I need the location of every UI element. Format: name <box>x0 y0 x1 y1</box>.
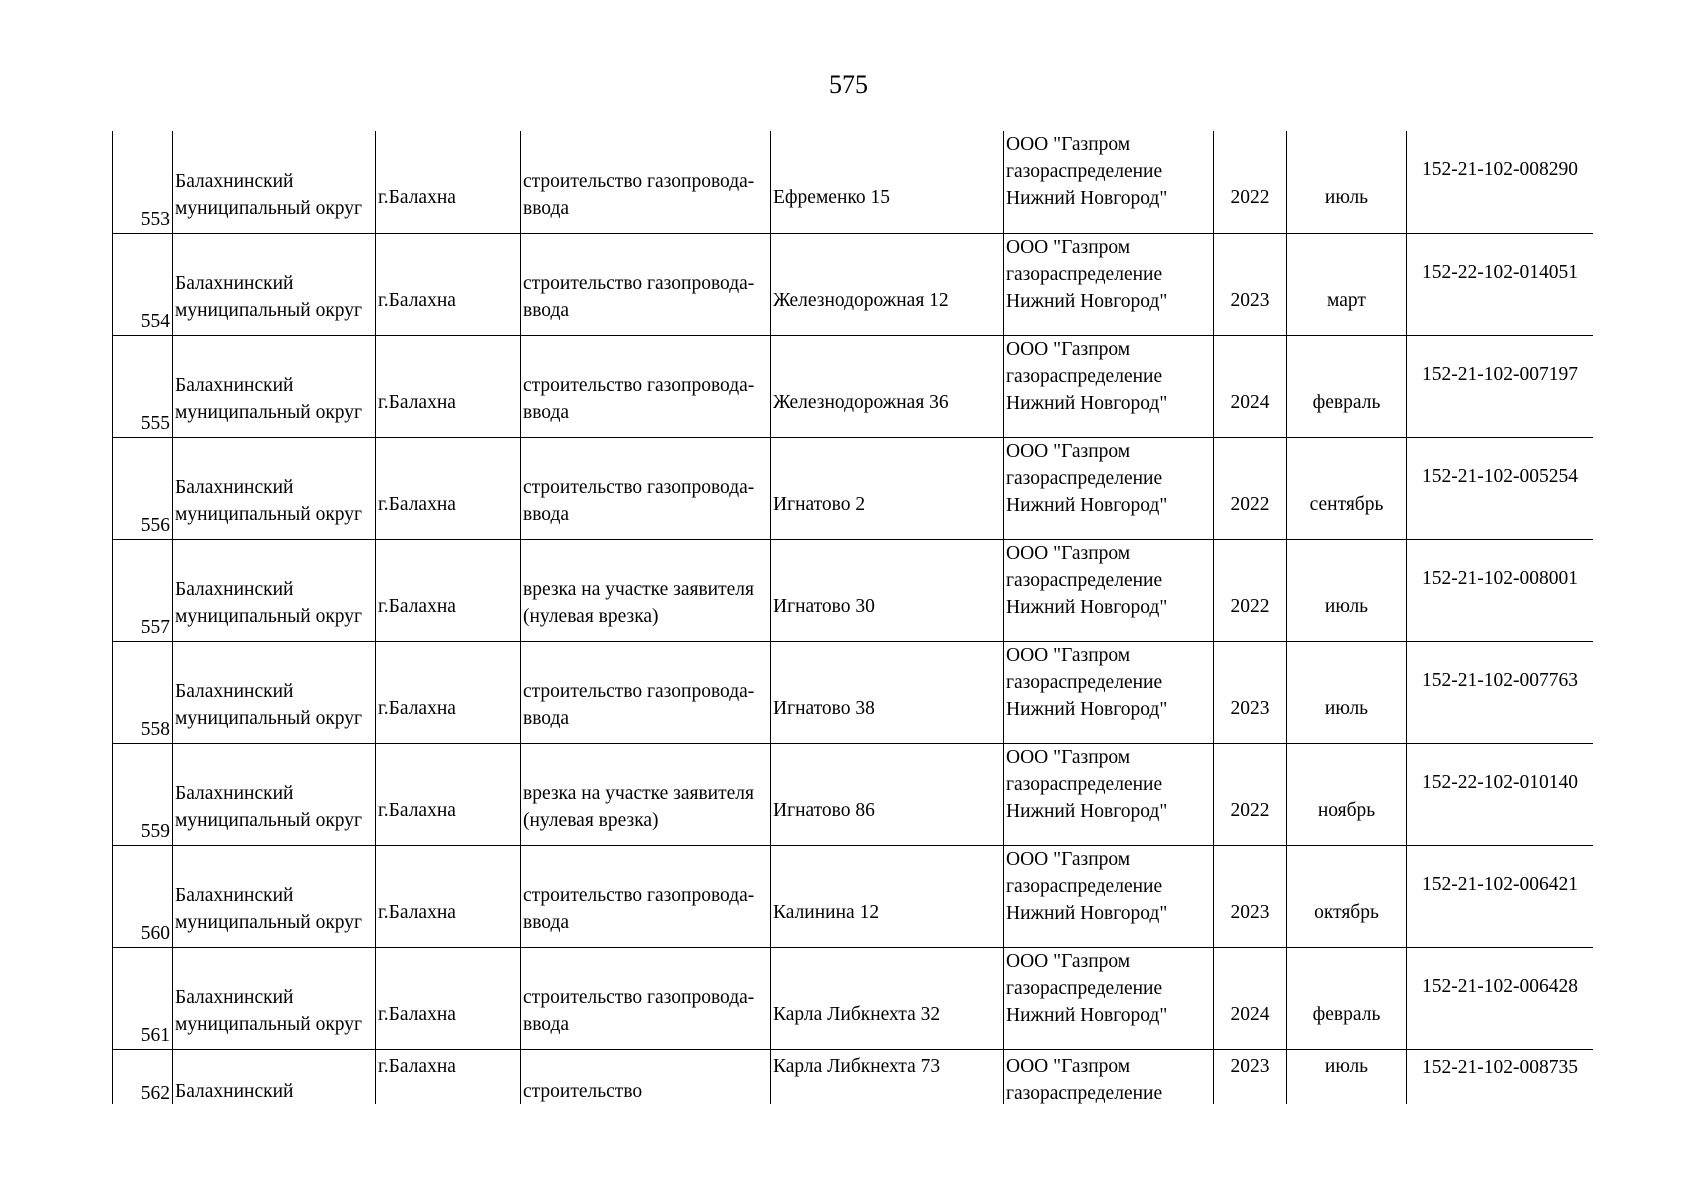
row-number-cell <box>113 947 173 1049</box>
address: Карла Либкнехта 32 <box>773 1003 941 1025</box>
district-name-line1: Балахнинский <box>175 987 294 1008</box>
code-cell <box>1407 131 1594 233</box>
gas-connection-table <box>112 131 1593 1104</box>
address-cell <box>771 131 1004 233</box>
district-name-line2: муниципальный округ <box>175 300 363 321</box>
address-cell <box>771 335 1004 437</box>
operator-line1: ООО "Газпром <box>1006 338 1131 360</box>
city-name: г.Балахна <box>378 391 456 413</box>
district-cell <box>173 947 376 1049</box>
city-cell <box>376 1049 521 1104</box>
address-cell <box>771 539 1004 641</box>
city-cell <box>376 743 521 845</box>
operator-line2: газораспределение <box>1006 161 1163 182</box>
work-type-cell <box>521 437 771 539</box>
operator-line2: газораспределение <box>1006 671 1163 693</box>
row-number: 559 <box>140 820 170 842</box>
table-row <box>113 335 1594 437</box>
operator-line1: ООО "Газпром <box>1006 644 1131 666</box>
year-cell <box>1214 233 1287 335</box>
year: 2023 <box>1230 901 1270 923</box>
district-cell <box>173 845 376 947</box>
address: Игнатово 38 <box>773 697 875 719</box>
city-name: г.Балахна <box>378 901 456 923</box>
row-number-cell <box>113 845 173 947</box>
city-cell <box>376 947 521 1049</box>
work-type-cell <box>521 743 771 845</box>
operator-line2: газораспределение <box>1006 1082 1163 1104</box>
district-name-line2: муниципальный округ <box>175 402 363 423</box>
application-code: 152-21-102-005254 <box>1422 465 1578 487</box>
table-row <box>113 539 1594 641</box>
address: Карла Либкнехта 73 <box>773 1055 941 1077</box>
application-code: 152-22-102-010140 <box>1422 771 1578 793</box>
city-name: г.Балахна <box>378 595 456 617</box>
operator-line3: Нижний Новгород" <box>1006 494 1168 516</box>
month: июль <box>1324 595 1369 617</box>
work-type-line1: строительство газопровода- <box>523 273 755 294</box>
year-cell <box>1214 437 1287 539</box>
city-cell <box>376 641 521 743</box>
district-name-line2: муниципальный округ <box>175 197 363 219</box>
district-cell <box>173 233 376 335</box>
city-name: г.Балахна <box>378 493 456 515</box>
application-code: 152-21-102-008001 <box>1422 567 1578 589</box>
operator-cell <box>1004 1049 1214 1104</box>
city-cell <box>376 335 521 437</box>
year: 2022 <box>1230 799 1270 821</box>
address: Игнатово 2 <box>773 493 866 515</box>
year: 2023 <box>1230 697 1270 719</box>
operator-cell <box>1004 437 1214 539</box>
district-cell <box>173 335 376 437</box>
operator-line3: Нижний Новгород" <box>1006 1004 1168 1026</box>
work-type-line2: ввода <box>523 300 570 321</box>
work-type-line1: врезка на участке заявителя <box>523 783 754 804</box>
city-cell <box>376 437 521 539</box>
row-number: 562 <box>140 1082 170 1104</box>
city-cell <box>376 845 521 947</box>
city-name: г.Балахна <box>378 799 456 821</box>
year: 2022 <box>1230 187 1270 208</box>
work-type-line2: ввода <box>523 402 570 423</box>
application-code: 152-22-102-014051 <box>1422 261 1578 283</box>
application-code: 152-21-102-007197 <box>1422 363 1578 385</box>
district-cell <box>173 743 376 845</box>
application-code: 152-21-102-006428 <box>1422 975 1578 997</box>
month-cell <box>1287 743 1407 845</box>
work-type-line2: (нулевая врезка) <box>523 606 659 627</box>
month: июль <box>1324 187 1369 208</box>
table-row <box>113 845 1594 947</box>
city-cell <box>376 131 521 233</box>
address-cell <box>771 845 1004 947</box>
operator-line2: газораспределение <box>1006 773 1163 795</box>
month: июль <box>1324 1055 1369 1077</box>
row-number-cell <box>113 335 173 437</box>
year: 2022 <box>1230 595 1270 617</box>
operator-line1: ООО "Газпром <box>1006 440 1131 462</box>
address: Игнатово 30 <box>773 595 875 617</box>
work-type-line1: строительство газопровода- <box>523 681 755 702</box>
month-cell <box>1287 437 1407 539</box>
district-name-line1: Балахнинский <box>175 170 294 192</box>
city-cell <box>376 233 521 335</box>
address-cell <box>771 641 1004 743</box>
district-name-line2: муниципальный округ <box>175 708 363 729</box>
row-number: 556 <box>140 514 170 536</box>
year: 2024 <box>1230 1003 1270 1025</box>
application-code: 152-21-102-008290 <box>1422 159 1578 180</box>
year: 2023 <box>1230 1055 1270 1077</box>
year-cell <box>1214 131 1287 233</box>
month: ноябрь <box>1317 799 1376 821</box>
operator-line2: газораспределение <box>1006 365 1163 387</box>
address-cell <box>771 947 1004 1049</box>
operator-line3: Нижний Новгород" <box>1006 392 1168 414</box>
code-cell <box>1407 233 1594 335</box>
address: Железнодорожная 36 <box>773 391 949 413</box>
address-cell <box>771 233 1004 335</box>
month: февраль <box>1312 391 1381 413</box>
operator-line1: ООО "Газпром <box>1006 1055 1131 1077</box>
row-number: 554 <box>140 310 170 332</box>
district-name-line1: Балахнинский <box>175 477 294 498</box>
district-name-line1: Балахнинский <box>175 1080 294 1102</box>
work-type-line1: строительство газопровода- <box>523 170 755 192</box>
table-row <box>113 233 1594 335</box>
district-cell <box>173 131 376 233</box>
code-cell <box>1407 641 1594 743</box>
operator-line3: Нижний Новгород" <box>1006 800 1168 822</box>
district-cell <box>173 1049 376 1104</box>
month-cell <box>1287 131 1407 233</box>
page-number: 575 <box>829 70 868 99</box>
city-name: г.Балахна <box>378 289 456 311</box>
table-row <box>113 131 1594 233</box>
row-number: 558 <box>140 718 170 740</box>
year-cell <box>1214 335 1287 437</box>
month: февраль <box>1312 1003 1381 1025</box>
district-name-line1: Балахнинский <box>175 681 294 702</box>
operator-cell <box>1004 131 1214 233</box>
operator-line3: Нижний Новгород" <box>1006 698 1168 720</box>
month-cell <box>1287 1049 1407 1104</box>
operator-line2: газораспределение <box>1006 467 1163 489</box>
month: июль <box>1324 697 1369 719</box>
month: сентябрь <box>1309 493 1384 515</box>
operator-cell <box>1004 233 1214 335</box>
row-number: 560 <box>140 922 170 944</box>
district-name-line1: Балахнинский <box>175 579 294 600</box>
row-number-cell <box>113 539 173 641</box>
operator-line2: газораспределение <box>1006 977 1163 999</box>
application-code: 152-21-102-007763 <box>1422 669 1578 691</box>
year-cell <box>1214 1049 1287 1104</box>
operator-cell <box>1004 947 1214 1049</box>
year: 2023 <box>1230 289 1270 311</box>
operator-cell <box>1004 641 1214 743</box>
table-row <box>113 437 1594 539</box>
operator-cell <box>1004 845 1214 947</box>
month-cell <box>1287 641 1407 743</box>
operator-line2: газораспределение <box>1006 263 1163 285</box>
document-sheet <box>112 131 1593 1104</box>
operator-line1: ООО "Газпром <box>1006 746 1131 768</box>
work-type-line1: строительство газопровода- <box>523 375 755 396</box>
year-cell <box>1214 947 1287 1049</box>
work-type-line2: ввода <box>523 1014 570 1035</box>
operator-line1: ООО "Газпром <box>1006 542 1131 564</box>
operator-cell <box>1004 743 1214 845</box>
month: март <box>1327 289 1366 311</box>
work-type-cell <box>521 1049 771 1104</box>
row-number: 557 <box>140 616 170 638</box>
operator-line3: Нижний Новгород" <box>1006 902 1168 924</box>
work-type-line1: строительство газопровода- <box>523 885 755 906</box>
row-number-cell <box>113 131 173 233</box>
work-type-line1: строительство газопровода- <box>523 987 755 1008</box>
row-number-cell <box>113 1049 173 1104</box>
table-row <box>113 743 1594 845</box>
operator-cell <box>1004 335 1214 437</box>
city-name: г.Балахна <box>378 187 456 208</box>
operator-line3: Нижний Новгород" <box>1006 596 1168 618</box>
code-cell <box>1407 845 1594 947</box>
operator-line3: Нижний Новгород" <box>1006 290 1168 312</box>
operator-line3: Нижний Новгород" <box>1006 188 1168 209</box>
district-name-line2: муниципальный округ <box>175 1014 363 1035</box>
district-name-line1: Балахнинский <box>175 783 294 804</box>
operator-line1: ООО "Газпром <box>1006 134 1131 155</box>
district-name-line1: Балахнинский <box>175 375 294 396</box>
operator-cell <box>1004 539 1214 641</box>
district-name-line2: муниципальный округ <box>175 912 363 933</box>
address-cell <box>771 1049 1004 1104</box>
row-number-cell <box>113 641 173 743</box>
month-cell <box>1287 233 1407 335</box>
row-number-cell <box>113 437 173 539</box>
work-type-line2: ввода <box>523 708 570 729</box>
work-type-line1: строительство газопровода- <box>523 477 755 498</box>
address: Игнатово 86 <box>773 799 875 821</box>
city-cell <box>376 539 521 641</box>
city-name: г.Балахна <box>378 1055 456 1077</box>
work-type-line2: ввода <box>523 912 570 933</box>
work-type-cell <box>521 947 771 1049</box>
work-type-line1: строительство <box>523 1080 643 1102</box>
work-type-cell <box>521 845 771 947</box>
work-type-cell <box>521 335 771 437</box>
code-cell <box>1407 539 1594 641</box>
code-cell <box>1407 947 1594 1049</box>
year-cell <box>1214 845 1287 947</box>
table-body <box>113 131 1594 1104</box>
month-cell <box>1287 947 1407 1049</box>
city-name: г.Балахна <box>378 1003 456 1025</box>
operator-line2: газораспределение <box>1006 875 1163 897</box>
table-row <box>113 641 1594 743</box>
month-cell <box>1287 845 1407 947</box>
address: Железнодорожная 12 <box>773 289 949 311</box>
district-name-line1: Балахнинский <box>175 885 294 906</box>
row-number-cell <box>113 233 173 335</box>
work-type-line2: ввода <box>523 504 570 525</box>
operator-line1: ООО "Газпром <box>1006 950 1131 972</box>
district-cell <box>173 437 376 539</box>
district-name-line1: Балахнинский <box>175 273 294 294</box>
year-cell <box>1214 641 1287 743</box>
address-cell <box>771 437 1004 539</box>
district-name-line2: муниципальный округ <box>175 606 363 627</box>
address: Калинина 12 <box>773 901 880 923</box>
table-row <box>113 947 1594 1049</box>
work-type-cell <box>521 641 771 743</box>
operator-line2: газораспределение <box>1006 569 1163 591</box>
work-type-line2: (нулевая врезка) <box>523 810 659 831</box>
address: Ефременко 15 <box>773 187 890 208</box>
month: октябрь <box>1314 901 1379 923</box>
year: 2022 <box>1230 493 1270 515</box>
district-name-line2: муниципальный округ <box>175 810 363 831</box>
work-type-line2: ввода <box>523 197 570 219</box>
month-cell <box>1287 539 1407 641</box>
work-type-cell <box>521 131 771 233</box>
code-cell <box>1407 1049 1594 1104</box>
row-number: 553 <box>140 208 170 230</box>
application-code: 152-21-102-006421 <box>1422 873 1578 895</box>
year: 2024 <box>1230 391 1270 413</box>
district-name-line2: муниципальный округ <box>175 504 363 525</box>
code-cell <box>1407 437 1594 539</box>
year-cell <box>1214 539 1287 641</box>
year-cell <box>1214 743 1287 845</box>
operator-line1: ООО "Газпром <box>1006 236 1131 258</box>
code-cell <box>1407 743 1594 845</box>
code-cell <box>1407 335 1594 437</box>
row-number-cell <box>113 743 173 845</box>
row-number: 561 <box>140 1024 170 1046</box>
district-cell <box>173 539 376 641</box>
district-cell <box>173 641 376 743</box>
month-cell <box>1287 335 1407 437</box>
operator-line1: ООО "Газпром <box>1006 848 1131 870</box>
work-type-line1: врезка на участке заявителя <box>523 579 754 600</box>
application-code: 152-21-102-008735 <box>1422 1056 1578 1078</box>
city-name: г.Балахна <box>378 697 456 719</box>
row-number: 555 <box>140 412 170 434</box>
table-row-partial <box>113 1049 1594 1104</box>
address-cell <box>771 743 1004 845</box>
work-type-cell <box>521 233 771 335</box>
work-type-cell <box>521 539 771 641</box>
